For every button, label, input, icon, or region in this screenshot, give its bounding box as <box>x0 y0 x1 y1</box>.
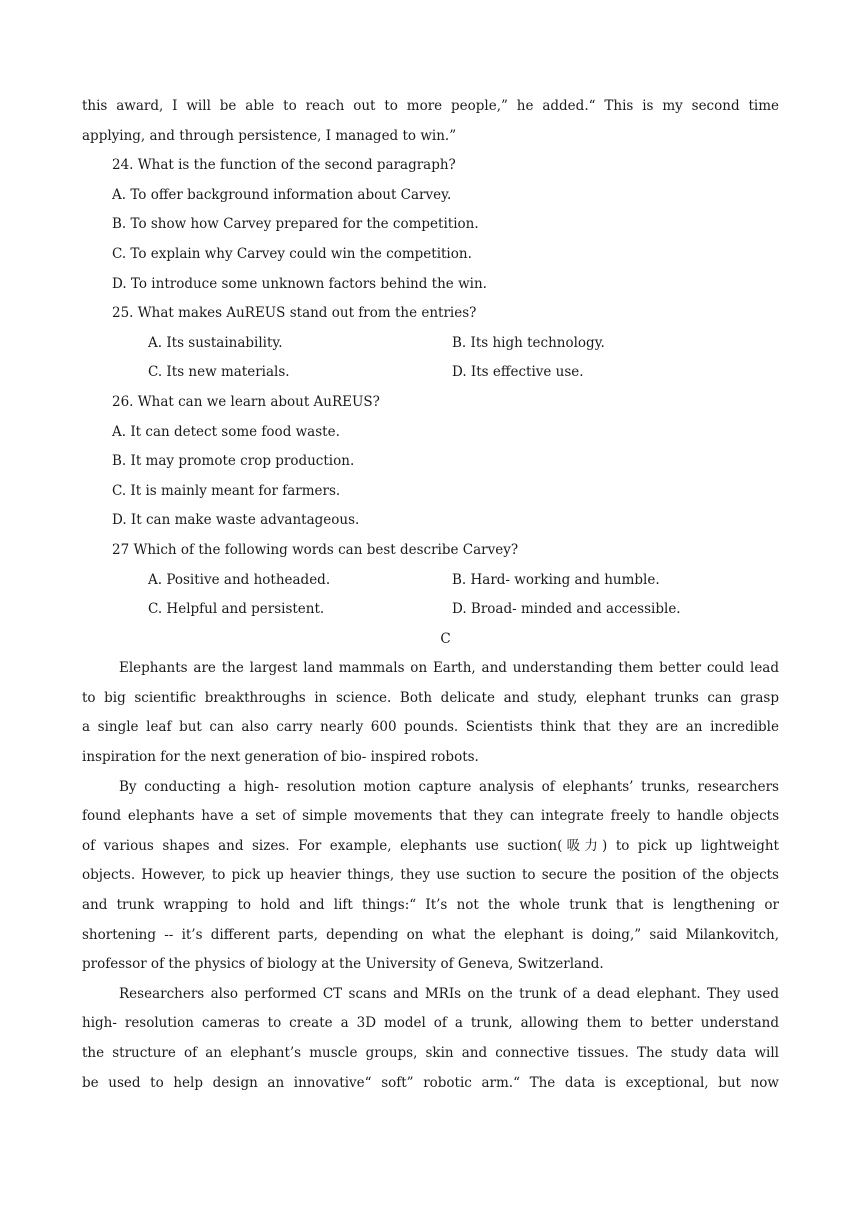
text-line: the structure of an elephant’s muscle groups, skin and connective tissues. The study data will <box>82 1045 779 1061</box>
option-row <box>82 329 779 359</box>
option-b: B. To show how Carvey prepared for the competition. <box>112 216 479 233</box>
option-row <box>82 566 779 596</box>
intro-text <box>82 92 779 151</box>
passage-paragraph-2 <box>82 773 779 980</box>
text-line: this award, I will be able to reach out to more people,” he added.“ This is my second time <box>82 98 779 114</box>
question-25 <box>82 299 779 388</box>
question-24 <box>82 151 779 299</box>
text-line: a single leaf but can also carry nearly 600 pounds. Scientists think that they are an incredible <box>82 719 779 736</box>
option-a: A. To offer background information about Carvey. <box>112 186 452 203</box>
document-page <box>82 92 779 1098</box>
option-a: A. Positive and hotheaded. <box>148 571 331 588</box>
option-c: C. It is mainly meant for farmers. <box>112 482 341 499</box>
text-line: of various shapes and sizes. For example, elephants use suction(吸力) to pick up lightweight <box>82 837 779 854</box>
question-27 <box>82 536 779 625</box>
text-line: objects. However, to pick up heavier things, they use suction to secure the position of the objects <box>82 867 779 884</box>
text-line: applying, and through persistence, I managed to win.” <box>82 127 457 144</box>
text-line: found elephants have a set of simple movements that they can integrate freely to handle objects <box>82 808 779 825</box>
option-row <box>82 595 779 625</box>
option-c: C. Its new materials. <box>148 364 290 381</box>
option-d: D. To introduce some unknown factors behind the win. <box>112 275 487 292</box>
text-line: high- resolution cameras to create a 3D model of a trunk, allowing them to better understand <box>82 1015 779 1032</box>
question-stem: 26. What can we learn about AuREUS? <box>112 393 380 410</box>
option-row <box>82 358 779 388</box>
question-stem: 24. What is the function of the second paragraph? <box>112 157 456 174</box>
section-heading: C <box>440 630 451 647</box>
option-d: D. Its effective use. <box>452 364 584 381</box>
text-line: professor of the physics of biology at the University of Geneva, Switzerland. <box>82 956 604 973</box>
text-line: shortening -- it’s different parts, depending on what the elephant is doing,” said Milankovitch, <box>82 926 779 943</box>
text-line: By conducting a high- resolution motion capture analysis of elephants’ trunks, researchers <box>119 778 779 795</box>
text-line: Researchers also performed CT scans and MRIs on the trunk of a dead elephant. They used <box>119 985 779 1002</box>
passage-paragraph-3 <box>82 980 779 1098</box>
text-line: inspiration for the next generation of bio- inspired robots. <box>82 749 479 766</box>
option-d: D. Broad- minded and accessible. <box>452 601 681 618</box>
text-line: to big scientific breakthroughs in science. Both delicate and study, elephant trunks can grasp <box>82 689 779 706</box>
option-c: C. To explain why Carvey could win the competition. <box>112 245 472 262</box>
text-line: and trunk wrapping to hold and lift things:“ It’s not the whole trunk that is lengthening or <box>82 897 779 914</box>
option-d: D. It can make waste advantageous. <box>112 512 360 529</box>
question-stem: 25. What makes AuREUS stand out from the entries? <box>112 305 477 322</box>
question-26 <box>82 388 779 536</box>
question-stem: 27 Which of the following words can best describe Carvey? <box>112 541 519 558</box>
option-c: C. Helpful and persistent. <box>148 601 325 618</box>
option-a: A. Its sustainability. <box>148 334 283 351</box>
option-b: B. It may promote crop production. <box>112 453 355 470</box>
text-line: be used to help design an innovative“ soft” robotic arm.“ The data is exceptional, but now <box>82 1074 779 1091</box>
option-a: A. It can detect some food waste. <box>112 423 340 440</box>
option-b: B. Its high technology. <box>452 334 605 351</box>
passage-paragraph-1 <box>82 654 779 772</box>
option-b: B. Hard- working and humble. <box>452 571 660 588</box>
text-line: Elephants are the largest land mammals on Earth, and understanding them better could lead <box>119 660 779 677</box>
